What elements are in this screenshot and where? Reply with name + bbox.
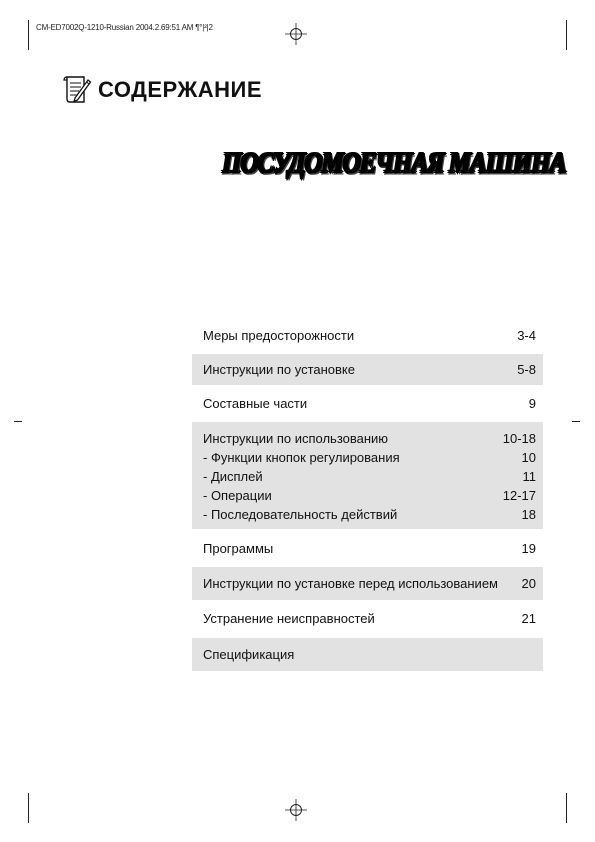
document-title-text: ПОСУДОМОЕЧНАЯ МАШИНА xyxy=(222,147,566,179)
crop-mark-top-left xyxy=(28,20,29,50)
toc-subentry-display xyxy=(203,467,536,486)
toc-subentry-sequence xyxy=(203,505,536,524)
toc-entry-pre-use-installation xyxy=(192,567,543,600)
toc-subentry-operations xyxy=(203,486,536,505)
toc-entry-pages: 9 xyxy=(528,396,536,411)
toc-subentry-label: - Операции xyxy=(203,488,272,503)
crop-mark-top-right xyxy=(566,20,567,50)
toc-entry-pages: 21 xyxy=(521,611,536,626)
crop-mark-bottom-right xyxy=(566,793,567,823)
toc-entry-installation xyxy=(192,354,543,385)
side-mark-right xyxy=(572,421,580,422)
toc-entry-precautions xyxy=(192,320,543,351)
toc-subentry-pages: 11 xyxy=(522,469,536,484)
registration-mark-top-icon xyxy=(285,23,307,45)
document-title xyxy=(222,147,566,180)
toc-entry-pages: 10-18 xyxy=(502,431,536,446)
toc-entry-label: Устранение неисправностей xyxy=(203,611,375,626)
toc-entry-label: Программы xyxy=(203,541,274,556)
toc-entry-label: Инструкции по установке перед использованием xyxy=(203,576,498,591)
registration-mark-bottom-icon xyxy=(285,799,307,821)
notepad-pencil-icon xyxy=(62,74,92,106)
toc-subentry-pages: 18 xyxy=(521,507,536,522)
toc-subentry-label: - Дисплей xyxy=(203,469,263,484)
crop-mark-bottom-left xyxy=(28,793,29,823)
side-mark-left xyxy=(14,421,22,422)
toc-entry-label: Составные части xyxy=(203,396,308,411)
section-heading xyxy=(62,74,262,106)
toc-entry-pages: 3-4 xyxy=(517,328,536,343)
toc-entry-usage xyxy=(192,422,543,529)
toc-entry-pages: 19 xyxy=(521,541,536,556)
toc-entry-pages: 5-8 xyxy=(517,362,536,377)
toc-subentry-pages: 12-17 xyxy=(502,488,536,503)
toc-entry-label: Инструкции по установке xyxy=(203,362,355,377)
section-heading-title: СОДЕРЖАНИЕ xyxy=(98,77,263,102)
toc-entry-label: Меры предосторожности xyxy=(203,328,355,343)
toc-entry-specifications xyxy=(192,638,543,671)
toc-subentry-pages: 10 xyxy=(521,450,536,465)
toc-entry-programs xyxy=(192,533,543,564)
toc-entry-components xyxy=(192,388,543,418)
print-header-info: CM-ED7002Q-1210-Russian 2004.2.69:51 AM ¶°|²|2 xyxy=(36,23,213,32)
toc-subentry-buttons xyxy=(203,448,536,467)
toc-entry-troubleshooting xyxy=(192,603,543,634)
toc-subentry-label: - Последовательность действий xyxy=(203,507,398,522)
toc-entry-label: Инструкции по использованию xyxy=(203,431,389,446)
toc-entry-label: Спецификация xyxy=(203,647,295,662)
toc-entry-pages: 20 xyxy=(521,576,536,591)
toc-subentry-label: - Функции кнопок регулирования xyxy=(203,450,400,465)
